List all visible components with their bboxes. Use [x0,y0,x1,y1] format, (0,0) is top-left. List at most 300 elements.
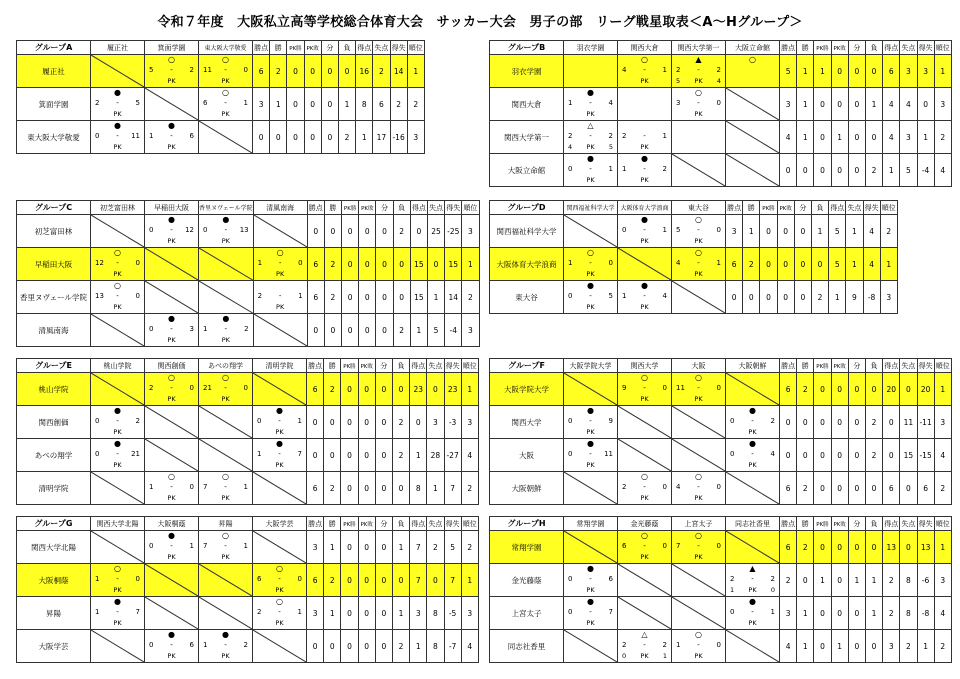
stat-6: 20 [883,373,900,406]
score-against: 1 [770,608,775,616]
stat-header-7: 失点 [427,201,444,215]
stat-4: 0 [375,630,392,663]
match-result-cell [91,406,145,439]
stat-0: 6 [307,564,324,597]
score-for: 0 [149,641,154,649]
pk-label: PK [221,77,230,85]
stat-header-8: 得失 [917,517,934,531]
match-result-cell [672,472,726,505]
stat-8: -16 [390,121,407,154]
stat-1: 0 [324,314,341,347]
score-dash: - [116,575,119,583]
group-name: グループG [17,517,91,531]
score-against: 4 [662,292,667,300]
team-row [490,630,952,663]
stat-1: 1 [797,630,814,663]
stat-1: 1 [324,597,341,630]
loss-icon: ● [749,439,756,448]
win-icon: ○ [641,373,648,382]
stat-5: 2 [392,630,409,663]
score-for: 6 [203,99,208,107]
match-result-cell [199,314,254,347]
match-result-cell [199,472,253,505]
stat-header-5: 負 [865,359,882,373]
score-against: 0 [243,66,248,74]
stat-0: 3 [780,597,797,630]
match-result-cell [564,597,618,630]
pk-label: PK [275,619,284,627]
stat-8: 6 [917,472,934,505]
pk-label: PK [694,110,703,118]
score-against: 6 [608,575,613,583]
stat-9: 2 [934,121,951,154]
score-dash: - [697,384,700,392]
stat-6: 1 [829,281,846,314]
score-against: 0 [716,542,721,550]
match-result-cell [726,564,780,597]
match-result-cell [253,281,307,314]
stat-5: 0 [865,531,882,564]
score-against: 0 [297,575,302,583]
stat-3: 0 [304,121,321,154]
score-against: 4 [608,99,613,107]
pk-label: PK [221,494,230,502]
column-team-0: 常翔学園 [564,517,618,531]
match-result-cell [564,564,618,597]
pk-label: PK [275,428,284,436]
stat-6: 0 [883,439,900,472]
stat-header-1: 勝 [324,359,341,373]
team-row [490,55,952,88]
stat-8: 2 [390,88,407,121]
column-team-1: 関西大倉 [618,41,672,55]
self-match-cell [726,472,780,505]
stat-4: 0 [375,564,392,597]
pk-label: PK [586,270,595,278]
win-icon: ○ [695,373,702,382]
stat-header-6: 得点 [883,359,900,373]
match-result-cell [91,564,145,597]
stat-3: 0 [831,406,848,439]
stat-7: 3 [900,55,917,88]
loss-icon: ● [114,406,121,415]
pk-score-against: 4 [716,77,721,85]
stat-0: 0 [307,630,324,663]
self-match-cell [726,154,780,187]
win-icon: ○ [695,630,702,639]
match-result-cell [253,406,307,439]
stat-7: 2 [373,55,390,88]
stat-6: 3 [883,630,900,663]
score-against: 13 [239,226,249,234]
self-match-cell [564,215,618,248]
self-match-cell [91,373,145,406]
pk-label: PK [221,336,230,344]
stat-8: 23 [444,373,461,406]
score-dash: - [643,384,646,392]
pk-label: PK [694,270,703,278]
loss-icon: ● [222,314,230,323]
score-dash: - [224,384,227,392]
stat-header-0: 勝点 [307,201,324,215]
loss-icon: ● [168,314,175,323]
score-for: 2 [622,483,627,491]
stat-header-3: PK敗 [777,201,794,215]
pk-score-for: 5 [676,77,681,85]
stat-7: 8 [427,597,444,630]
win-icon: ○ [168,373,175,382]
pk-win-icon: ▲ [695,55,702,64]
stat-3: 0 [304,88,321,121]
stat-4: 0 [848,597,865,630]
stat-1: 0 [324,406,341,439]
team-name: 桃山学院 [17,373,91,406]
stat-1: 2 [324,373,341,406]
stat-header-8: 得失 [444,359,461,373]
score-dash: - [697,226,700,234]
column-team-0: 履正社 [91,41,145,55]
team-row [490,121,952,154]
team-row [17,564,479,597]
score-dash: - [278,575,281,583]
stat-9: 2 [461,531,478,564]
stat-header-9: 順位 [462,201,479,215]
stat-9: 1 [461,373,478,406]
stat-6: 1 [883,154,900,187]
score-for: 4 [676,259,681,267]
score-for: 2 [257,608,262,616]
stat-header-2: PK勝 [341,517,358,531]
stat-header-7: 失点 [373,41,390,55]
loss-icon: ● [168,630,175,639]
stat-header-5: 負 [811,201,828,215]
team-name: 大阪体育大学浪商 [490,248,564,281]
score-against: 9 [608,417,613,425]
stat-0: 4 [780,630,797,663]
team-name: あべの翔学 [17,439,91,472]
score-dash: - [170,325,173,333]
stat-header-8: 得失 [390,41,407,55]
score-against: 0 [662,483,667,491]
score-against: 1 [243,542,248,550]
stat-5: 0 [811,248,828,281]
stat-5: 0 [865,121,882,154]
stat-5: 0 [338,55,355,88]
stat-3: 0 [831,154,848,187]
stat-9: 3 [934,406,951,439]
stat-5: 2 [865,406,882,439]
pk-label: PK [640,395,649,403]
score-for: 0 [149,325,154,333]
self-match-cell [564,472,618,505]
score-for: 21 [203,384,212,392]
score-dash: - [170,226,173,234]
win-icon: ○ [641,55,648,64]
score-dash: - [116,417,119,425]
score-against: 6 [189,641,194,649]
match-result-cell [618,55,672,88]
stat-7: 2 [900,630,917,663]
stat-8: -8 [863,281,880,314]
stat-5: 1 [865,564,882,597]
score-for: 11 [676,384,685,392]
score-against: 1 [297,417,302,425]
team-name: 関西大学 [490,406,564,439]
score-dash: - [643,641,646,649]
team-row [490,154,952,187]
win-icon: ○ [222,55,229,64]
match-result-cell [672,88,726,121]
stat-2: 0 [342,215,359,248]
stat-8: 3 [917,55,934,88]
stat-header-4: 分 [376,201,393,215]
match-result-cell [91,248,145,281]
stat-7: 8 [900,564,917,597]
stat-4: 0 [375,531,392,564]
stat-header-2: PK勝 [287,41,304,55]
loss-icon: ● [168,215,175,224]
match-result-cell [618,281,672,314]
stat-1: 0 [797,406,814,439]
stat-8: -3 [444,406,461,439]
self-match-cell [618,406,672,439]
stat-7: 5 [900,154,917,187]
team-name: 大阪 [490,439,564,472]
stat-6: 8 [356,88,373,121]
stat-2: 0 [287,55,304,88]
win-icon: ○ [114,248,121,257]
stat-6: 1 [410,314,427,347]
stat-header-0: 勝点 [726,201,743,215]
pk-label: PK [275,586,284,594]
stat-5: 1 [865,597,882,630]
pk-label: PK [167,553,176,561]
self-match-cell [726,88,780,121]
self-match-cell [564,373,618,406]
stat-9: 4 [934,597,951,630]
stat-2: 0 [287,121,304,154]
self-match-cell [253,373,307,406]
stat-5: 0 [393,281,410,314]
match-result-cell [564,406,618,439]
score-for: 0 [730,608,735,616]
score-dash: - [170,483,173,491]
score-dash: - [589,99,592,107]
loss-icon: ● [114,439,121,448]
stat-header-5: 負 [338,41,355,55]
stat-header-5: 負 [865,517,882,531]
stat-3: 0 [358,564,375,597]
stat-header-7: 失点 [427,517,444,531]
stat-6: 0 [410,406,427,439]
score-dash: - [170,641,173,649]
stat-5: 0 [865,630,882,663]
score-against: 11 [131,132,140,140]
self-match-cell [672,439,726,472]
stat-header-9: 順位 [934,41,951,55]
pk-label: PK [586,303,595,311]
stat-7: 3 [427,406,444,439]
match-result-cell [145,373,199,406]
group-name: グループH [490,517,564,531]
stat-header-0: 勝点 [253,41,270,55]
column-team-1: 早稲田大阪 [145,201,199,215]
stat-5: 2 [865,439,882,472]
self-match-cell [199,406,253,439]
score-against: 5 [135,99,140,107]
match-result-cell [564,88,618,121]
score-against: 0 [716,483,721,491]
stat-9: 2 [461,472,478,505]
stat-9: 3 [407,121,424,154]
stat-4: 0 [848,472,865,505]
score-dash: - [278,450,281,458]
stat-header-2: PK勝 [341,359,358,373]
score-for: 7 [203,542,208,550]
score-against: 0 [608,259,613,267]
pk-score-for: 0 [622,652,627,660]
stat-2: 0 [760,215,777,248]
win-icon: ○ [276,564,283,573]
stat-8: 4 [863,248,880,281]
stat-5: 2 [393,314,410,347]
score-against: 1 [189,542,194,550]
stat-0: 3 [253,88,270,121]
pk-loss-icon: △ [641,630,648,639]
loss-icon: ● [587,564,594,573]
score-against: 0 [189,483,194,491]
self-match-cell [145,406,199,439]
win-icon: ○ [222,472,229,481]
group-name: グループB [490,41,564,55]
team-name: 大阪学院大学 [490,373,564,406]
stat-header-5: 負 [393,201,410,215]
stat-8: -4 [917,154,934,187]
loss-icon: ● [587,597,594,606]
stat-2: 0 [341,597,358,630]
score-against: 1 [716,259,721,267]
self-match-cell [672,597,726,630]
stat-0: 0 [307,215,324,248]
stat-3: 0 [777,248,794,281]
team-name: 東大谷 [490,281,564,314]
stat-2: 0 [342,314,359,347]
match-result-cell [145,215,199,248]
column-team-0: 初芝富田林 [91,201,145,215]
match-result-cell [672,373,726,406]
match-result-cell [145,472,199,505]
score-for: 2 [95,99,100,107]
score-for: 0 [568,575,573,583]
stat-3: 0 [777,281,794,314]
stat-6: 1 [356,121,373,154]
column-team-3: 大阪学芸 [253,517,307,531]
score-against: 1 [297,608,302,616]
stat-8: 1 [917,630,934,663]
score-for: 0 [149,226,154,234]
pk-label: PK [640,176,649,184]
loss-icon: ● [641,154,648,163]
pk-label: PK [640,652,649,660]
pk-label: PK [640,77,649,85]
stat-8: -11 [917,406,934,439]
stat-4: 0 [375,406,392,439]
stat-5: 1 [392,597,409,630]
pk-loss-icon: △ [587,121,594,130]
score-for: 1 [95,608,100,616]
stat-0: 2 [780,564,797,597]
score-dash: - [751,450,754,458]
stat-0: 0 [307,314,324,347]
team-row [490,406,952,439]
stat-header-2: PK勝 [342,201,359,215]
pk-label: PK [586,143,595,151]
stat-8: 14 [445,281,462,314]
stat-header-4: 分 [848,517,865,531]
score-for: 0 [95,417,100,425]
loss-icon: ● [641,281,648,290]
score-dash: - [116,99,119,107]
stat-header-3: PK敗 [304,41,321,55]
stat-9: 3 [880,281,897,314]
group-name: グループA [17,41,91,55]
match-result-cell [199,88,253,121]
stat-6: 8 [410,472,427,505]
stat-3: 0 [358,597,375,630]
stat-0: 3 [780,88,797,121]
stat-3: 0 [831,597,848,630]
score-for: 1 [622,165,627,173]
score-against: 1 [243,99,248,107]
stat-4: 0 [375,472,392,505]
stat-1: 1 [743,215,760,248]
stat-1: 1 [797,121,814,154]
team-row [490,439,952,472]
score-dash: - [278,608,281,616]
stat-4: 0 [848,373,865,406]
stat-1: 2 [324,472,341,505]
stat-6: 7 [410,531,427,564]
match-result-cell [618,472,672,505]
match-result-cell [726,439,780,472]
stat-8: -15 [917,439,934,472]
self-match-cell [726,373,780,406]
stat-0: 0 [253,121,270,154]
score-against: 2 [662,165,667,173]
score-for: 0 [95,132,100,140]
stat-7: 0 [427,373,444,406]
pk-label: PK [167,143,176,151]
stat-0: 3 [726,215,743,248]
stat-1: 0 [270,121,287,154]
score-for: 0 [203,226,208,234]
stat-7: 28 [427,439,444,472]
stat-header-4: 分 [375,517,392,531]
match-result-cell [91,439,145,472]
stat-6: 6 [883,472,900,505]
stat-1: 1 [797,597,814,630]
score-dash: - [697,66,700,74]
score-against: 2 [135,417,140,425]
stat-7: 11 [900,406,917,439]
stat-header-6: 得点 [883,517,900,531]
team-row [490,88,952,121]
match-result-cell [199,630,253,663]
stat-header-0: 勝点 [780,41,797,55]
team-name: 清風南海 [17,314,91,347]
pk-label: PK [275,461,284,469]
stat-2: 0 [814,472,831,505]
